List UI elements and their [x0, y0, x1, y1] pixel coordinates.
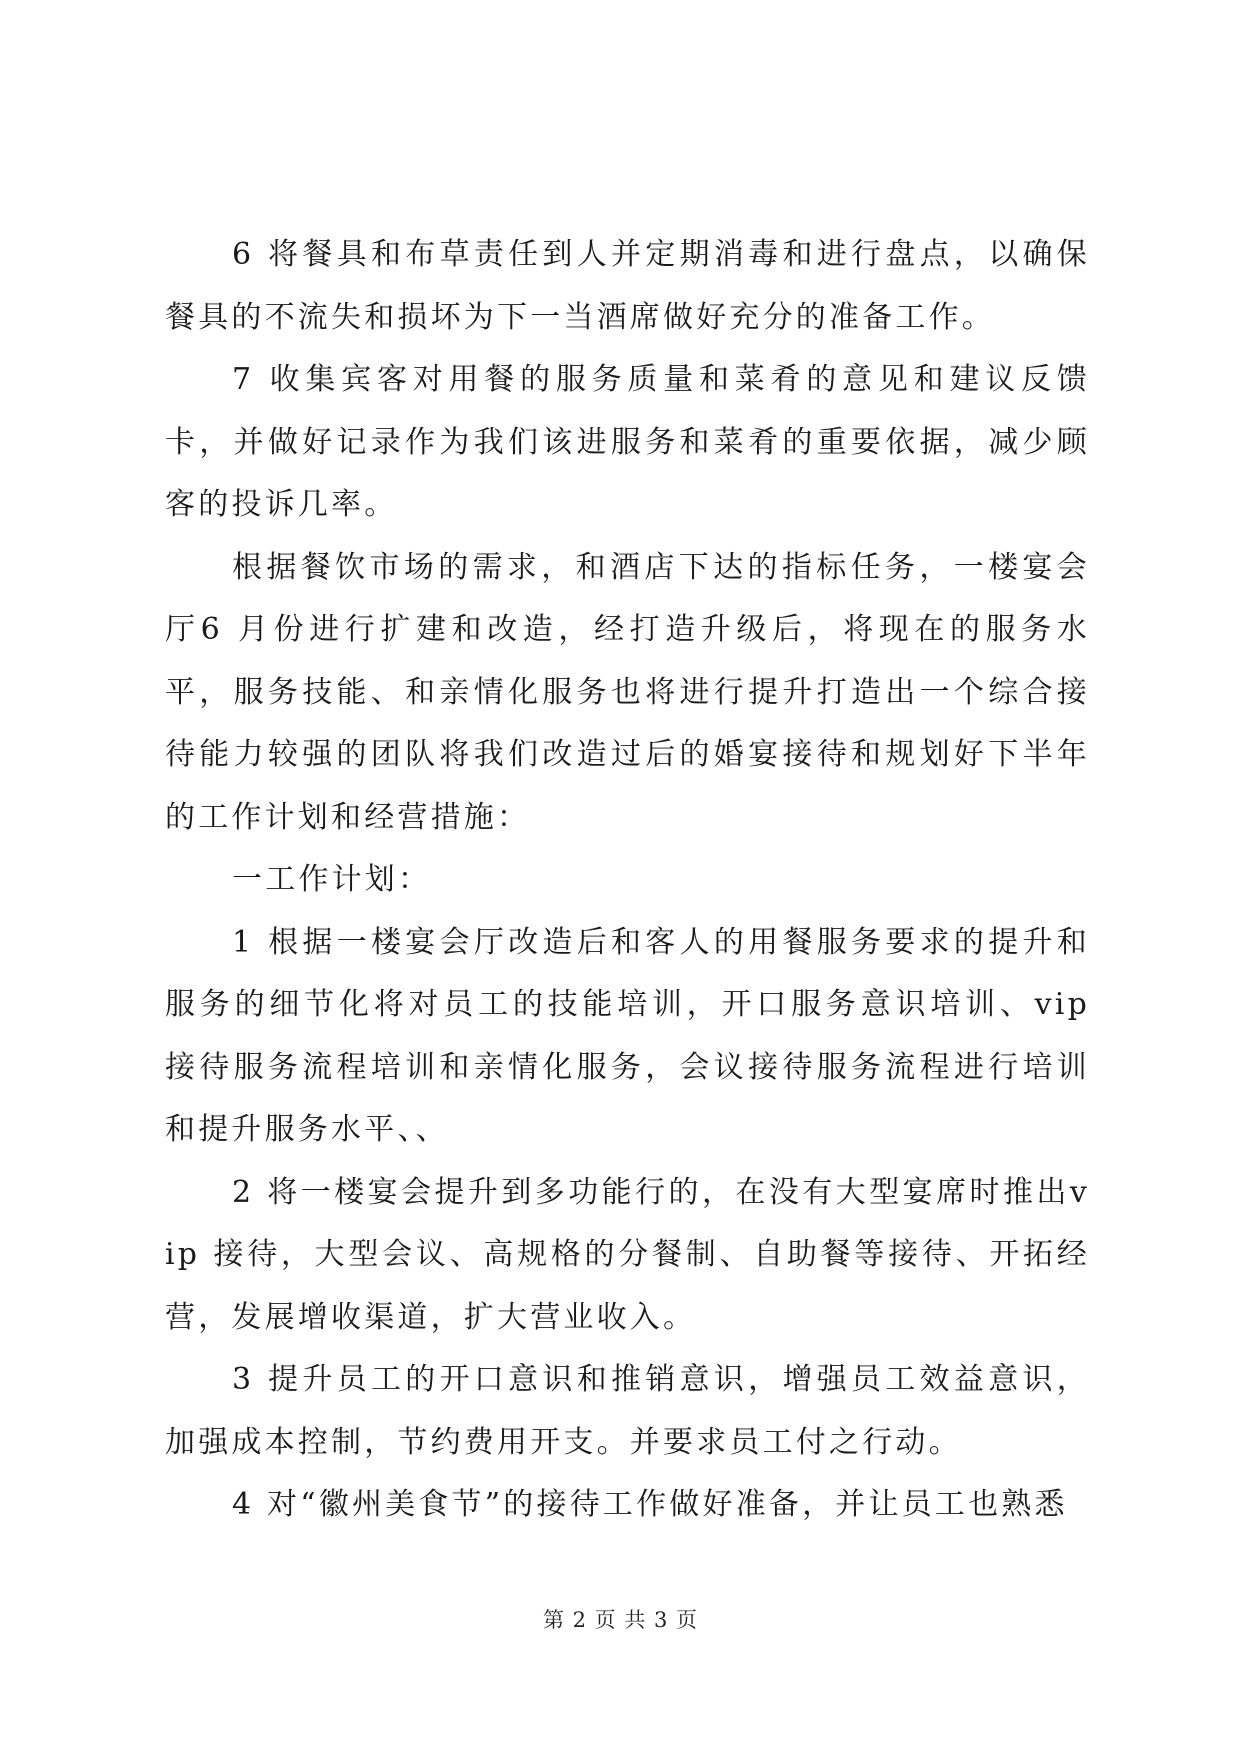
paragraph-item-6: 6 将餐具和布草责任到人并定期消毒和进行盘点，以确保餐具的不流失和损坏为下一当酒席做好充分的准备工作。: [165, 237, 1090, 335]
paragraph-plan-1: 1 根据一楼宴会厅改造后和客人的用餐服务要求的提升和服务的细节化将对员工的技能培训，开口服务意识培训、vip 接待服务流程培训和亲情化服务，会议接待服务流程进行培训和提升服务水平、、: [165, 924, 1090, 1147]
paragraph-plan-3: 3 提升员工的开口意识和推销意识，增强员工效益意识，加强成本控制，节约费用开支。并要求员工付之行动。: [165, 1362, 1090, 1460]
section-heading-work-plan: 一工作计划：: [232, 862, 432, 897]
paragraph-plan-4: 4 对“徽州美食节”的接待工作做好准备，并让员工也熟悉: [232, 1487, 1068, 1522]
paragraph-plan-2: 2 将一楼宴会提升到多功能行的，在没有大型宴席时推出vip 接待，大型会议、高规格的分餐制、自助餐等接待、开拓经营，发展增收渠道，扩大营业收入。: [165, 1174, 1090, 1335]
page-number-footer: 第 2 页 共 3 页: [542, 1608, 699, 1632]
paragraph-item-7: 7 收集宾客对用餐的服务质量和菜肴的意见和建议反馈卡，并做好记录作为我们该进服务和菜肴的重要依据，减少顾客的投诉几率。: [165, 362, 1090, 522]
document-body: [165, 224, 1090, 1537]
paragraph-intro: 根据餐饮市场的需求，和酒店下达的指标任务，一楼宴会厅6 月份进行扩建和改造，经打造升级后，将现在的服务水平，服务技能、和亲情化服务也将进行提升打造出一个综合接待能力较强的团队将我们改造过后的婚宴接待和规划好下半年的工作计划和经营措施：: [165, 549, 1090, 835]
